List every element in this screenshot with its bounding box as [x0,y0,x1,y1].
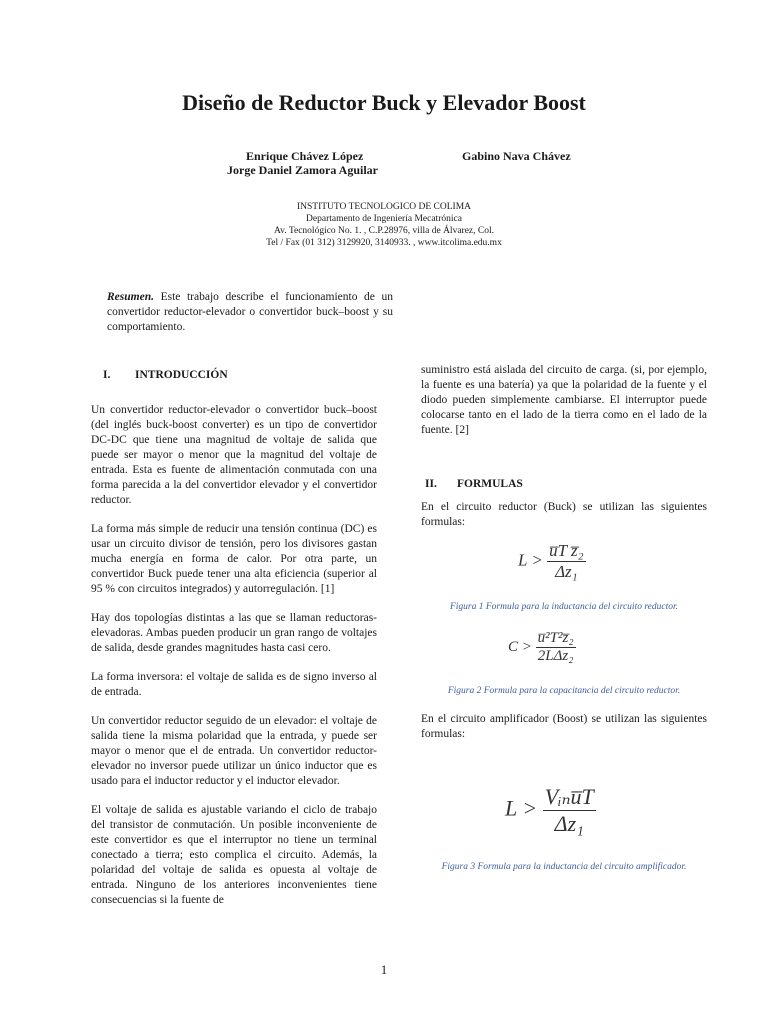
author-name: Gabino Nava Chávez [462,149,571,163]
department: Departamento de Ingeniería Mecatrónica [306,214,462,224]
address: Av. Tecnológico No. 1. , C.P.28976, villa de Álvarez, Col. [273,226,494,236]
paragraph: Un convertidor reductor-elevador o convertidor buck–boost (del inglés buck-boost converter) es un tipo de convertidor DC-DC que tiene una magnitud de voltaje de salida que puede ser mayor o menor que la magnitud del voltaje de entrada. Esta es fuente de alimentación conmutada con una forma parecida a la del convertidor elevador y el convertidor reductor. [91,404,377,506]
formula-denominator: Δz₁ [555,562,578,581]
section-title: INTRODUCCIÓN [135,369,228,381]
abstract-text: Este trabajo describe el funcionamiento de un convertidor reductor-elevador o convertidor buck–boost y su comportamiento. [107,291,393,333]
institution-block [0,201,768,249]
formula-denominator: Δz₁ [554,811,584,836]
figure-caption: Figura 3 Formula para la inductancia del circuito amplificador. [441,862,687,872]
section-number: I. [103,369,111,381]
formula-lhs: L > [505,795,538,821]
left-column [91,403,377,922]
paragraph: La forma inversora: el voltaje de salida es de signo inverso al de entrada. [91,671,377,698]
formula-fraction [543,784,596,837]
formula-lhs: L > [518,550,543,570]
buck-intro: En el circuito reductor (Buck) se utilizan las siguientes formulas: [421,501,707,528]
formula-buck-capacitance [508,630,576,665]
abstract-label: Resumen. [107,291,154,303]
paragraph: Un convertidor reductor seguido de un elevador: el voltaje de salida tiene la misma polaridad que la entrada, y puede ser mayor o menor que el de entrada. Un convertidor reductor-elevador no inversor puede utilizar un único inductor que es usado para el inductor reductor y el inductor elevador. [91,715,377,787]
right-column-continuation: suministro está aislada del circuito de carga. (si, por ejemplo, la fuente es una batería) ya que la polaridad de la fuente y el diodo pueden simplemente cambiarse. El interruptor puede colocarse tanto en el lado de la tierra como en el lado de la fuente. [2] [421,364,707,436]
section-number: II. [425,478,437,490]
formula-boost-inductance [505,784,596,837]
paragraph: Hay dos topologías distintas a las que se llaman reductoras-elevadoras. Ambas pueden producir un gran rango de voltajes de salida, desde grandes magnitudes hasta casi cero. [91,612,377,654]
formula-fraction [547,541,585,582]
page-number: 1 [380,962,388,977]
formula-lhs: C > [508,638,532,655]
formula-numerator: Vᵢₙu̅T [544,784,594,809]
abstract [107,290,393,335]
formula-denominator: 2LΔz₂ [537,648,574,664]
paper-title: Diseño de Reductor Buck y Elevador Boost [182,90,586,115]
contact: Tel / Fax (01 312) 3129920, 3140933. , www.itcolima.edu.mx [266,238,502,248]
paragraph: El voltaje de salida es ajustable variando el ciclo de trabajo del transistor de conmutación. Un posible inconveniente de este convertidor es que el interruptor no tiene un terminal conectado a tierra; esto complica el circuito. Además, la polaridad del voltaje de salida es opuesta al voltaje de entrada. Ninguno de los anteriores inconvenientes tiene consecuencias si la fuente de [91,804,377,906]
figure-caption: Figura 1 Formula para la inductancia del circuito reductor. [449,602,679,612]
formula-fraction [536,630,576,665]
author-name: Jorge Daniel Zamora Aguilar [227,163,378,177]
section-heading-formulas [425,478,523,490]
formula-buck-inductance [518,541,586,582]
boost-intro: En el circuito amplificador (Boost) se utilizan las siguientes formulas: [421,713,707,740]
author-name: Enrique Chávez López [246,149,364,163]
figure-caption: Figura 2 Formula para la capacitancia del circuito reductor. [447,686,681,696]
paragraph: La forma más simple de reducir una tensión continua (DC) es usar un circuito divisor de tensión, pero los divisores gastan mucha energía en forma de calor. Por otra parte, un convertidor Buck puede tener una alta eficiencia (superior al 95 % con circuitos integrados) y autorregulación. [1] [91,523,377,595]
section-title: FORMULAS [457,478,523,490]
formula-numerator: u̅T z̅₂ [549,541,584,560]
institution-name: INSTITUTO TECNOLOGICO DE COLIMA [296,202,472,212]
section-heading-intro [103,369,228,381]
formula-numerator: u̅²T²z̅₂ [537,630,574,646]
